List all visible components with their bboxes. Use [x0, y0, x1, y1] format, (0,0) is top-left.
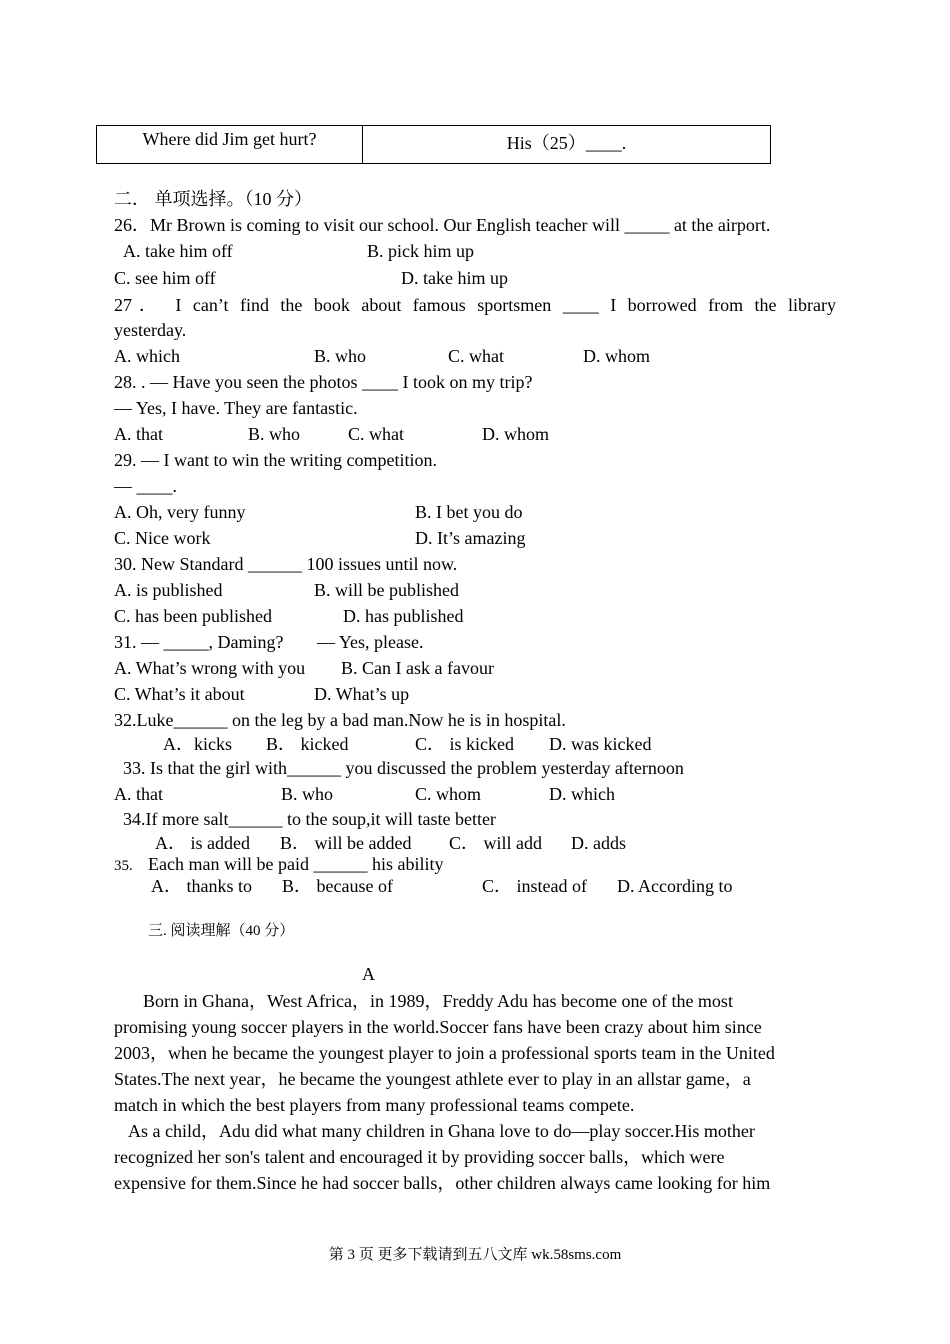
- q28-option-a: A. that: [114, 424, 163, 444]
- passage-line: As a child，Adu did what many children in Ghana love to do—play soccer.His mother: [128, 1121, 755, 1141]
- passage-label: A: [362, 964, 375, 984]
- q34-option-d: D. adds: [571, 833, 626, 853]
- passage-line: 2003，when he became the youngest player to join a professional sports team in the United: [114, 1043, 775, 1063]
- q35-option-c: C． instead of: [482, 876, 587, 896]
- q33-option-d: D. which: [549, 784, 615, 804]
- q28-option-b: B. who: [248, 424, 301, 444]
- q27-option-a: A. which: [114, 346, 180, 366]
- q26-option-c: C. see him off: [114, 268, 216, 288]
- q34-stem: 34.If more salt______ to the soup,it will taste better: [123, 809, 496, 829]
- table-question-cell: Where did Jim get hurt?: [97, 126, 363, 164]
- q35-number: 35.: [114, 858, 133, 874]
- q26-option-d: D. take him up: [401, 268, 508, 288]
- q31-stem: 31. — _____, Daming?: [114, 632, 284, 652]
- q31-option-d: D. What’s up: [314, 684, 410, 704]
- section2-heading: 二． 单项选择。（10 分）: [114, 189, 312, 209]
- q32-option-d: D. was kicked: [549, 734, 652, 754]
- q30-option-d: D. has published: [343, 606, 464, 626]
- q33-option-b: B. who: [281, 784, 334, 804]
- q32-option-a: A．kicks: [163, 734, 232, 754]
- passage-line: recognized her son's talent and encouraged it by providing soccer balls，which were: [114, 1147, 725, 1167]
- q33-option-a: A. that: [114, 784, 163, 804]
- q28-stem: 28. . — Have you seen the photos ____ I took on my trip?: [114, 372, 533, 392]
- q29-option-b: B. I bet you do: [415, 502, 523, 522]
- q30-option-b: B. will be published: [314, 580, 459, 600]
- q30-option-c: C. has been published: [114, 606, 272, 626]
- q27-stem: 27． I can’t find the book about famous sportsmen ____ I borrowed from the library: [114, 295, 836, 315]
- table-row: [97, 126, 771, 164]
- q26-option-a: A. take him off: [123, 241, 233, 261]
- q28-option-c: C. what: [348, 424, 404, 444]
- q35-option-b: B． because of: [282, 876, 393, 896]
- q32-option-b: B． kicked: [266, 734, 349, 754]
- q27-option-c: C. what: [448, 346, 504, 366]
- q30-stem: 30. New Standard ______ 100 issues until now.: [114, 554, 458, 574]
- q35-stem: Each man will be paid ______ his ability: [148, 854, 444, 874]
- q31-option-c: C. What’s it about: [114, 684, 245, 704]
- passage-line: expensive for them.Since he had soccer balls，other children always came looking for him: [114, 1173, 771, 1193]
- q32-option-c: C． is kicked: [415, 734, 514, 754]
- q29-option-a: A. Oh, very funny: [114, 502, 246, 522]
- q34-option-b: B． will be added: [280, 833, 412, 853]
- q32-stem: 32.Luke______ on the leg by a bad man.Now he is in hospital.: [114, 710, 566, 730]
- q31-option-a: A. What’s wrong with you: [114, 658, 306, 678]
- table-answer-cell: His（25）____.: [363, 126, 771, 164]
- q29-stem: 29. — I want to win the writing competition.: [114, 450, 437, 470]
- q28-reply: — Yes, I have. They are fantastic.: [114, 398, 358, 418]
- q31-option-b: B. Can I ask a favour: [341, 658, 494, 678]
- q29-reply: — ____.: [114, 476, 177, 496]
- q29-option-d: D. It’s amazing: [415, 528, 526, 548]
- q31-reply: — Yes, please.: [317, 632, 424, 652]
- q26-option-b: B. pick him up: [367, 241, 474, 261]
- section3-heading: 三. 阅读理解（40 分）: [148, 923, 295, 939]
- q29-option-c: C. Nice work: [114, 528, 211, 548]
- q33-option-c: C. whom: [415, 784, 482, 804]
- q27-option-d: D. whom: [583, 346, 650, 366]
- q33-stem: 33. Is that the girl with______ you discussed the problem yesterday afternoon: [123, 758, 684, 778]
- passage-line: promising young soccer players in the world.Soccer fans have been crazy about him since: [114, 1017, 762, 1037]
- q27-stem-cont: yesterday.: [114, 320, 187, 340]
- q30-option-a: A. is published: [114, 580, 223, 600]
- passage-line: match in which the best players from many professional teams compete.: [114, 1095, 635, 1115]
- q26-stem: 26．Mr Brown is coming to visit our school. Our English teacher will _____ at the airport.: [114, 215, 771, 235]
- q34-option-c: C． will add: [449, 833, 542, 853]
- q34-option-a: A． is added: [155, 833, 250, 853]
- q28-option-d: D. whom: [482, 424, 549, 444]
- q35-option-d: D. According to: [617, 876, 733, 896]
- passage-line: States.The next year，he became the youngest athlete ever to play in an allstar game，a: [114, 1069, 751, 1089]
- page-footer: 第 3 页 更多下载请到五八文库 wk.58sms.com: [328, 1247, 622, 1263]
- passage-line: Born in Ghana，West Africa，in 1989，Freddy Adu has become one of the most: [143, 991, 733, 1011]
- q27-option-b: B. who: [314, 346, 367, 366]
- q35-option-a: A． thanks to: [151, 876, 252, 896]
- answer-table: [96, 125, 771, 164]
